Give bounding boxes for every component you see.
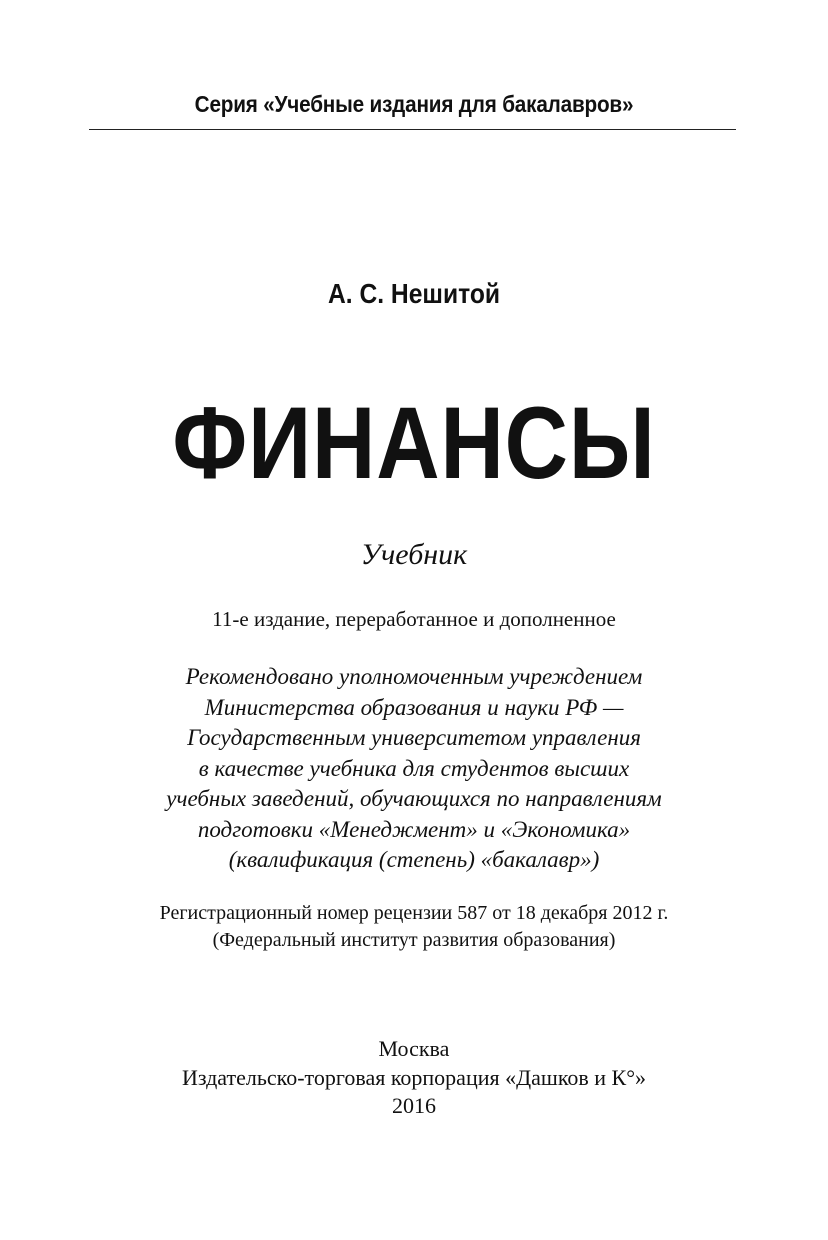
publication-year: 2016 — [392, 1093, 436, 1118]
registration-info — [0, 900, 828, 954]
book-genre: Учебник — [360, 538, 468, 571]
recommendation-line: в качестве учебника для студентов высших — [198, 755, 630, 781]
recommendation-line: Рекомендовано уполномоченным учреждением — [185, 664, 643, 689]
recommendation-line: учебных заведений, обучающихся по направлениям — [166, 786, 662, 811]
publisher-city: Москва — [378, 1036, 450, 1061]
header-divider — [89, 129, 736, 130]
recommendation-text — [0, 662, 828, 876]
publisher-name: Издательско-торговая корпорация «Дашков и К°» — [181, 1064, 647, 1090]
publisher-info — [0, 1035, 828, 1121]
author-name: А. С. Нешитой — [327, 278, 501, 309]
registration-line: Регистрационный номер рецензии 587 от 18 декабря 2012 г. — [159, 902, 669, 924]
series-heading: Серия «Учебные издания для бакалавров» — [194, 91, 634, 117]
recommendation-line: Государственным университетом управления — [187, 725, 641, 750]
recommendation-line: (квалификация (степень) «бакалавр») — [228, 847, 600, 872]
recommendation-line: Министерства образования и науки РФ — — [204, 694, 624, 720]
edition-info: 11-е издание, переработанное и дополненное — [212, 607, 616, 631]
recommendation-line: подготовки «Менеджмент» и «Экономика» — [197, 816, 631, 842]
book-title: ФИНАНСЫ — [172, 386, 656, 500]
registration-line: (Федеральный институт развития образования) — [212, 929, 616, 951]
